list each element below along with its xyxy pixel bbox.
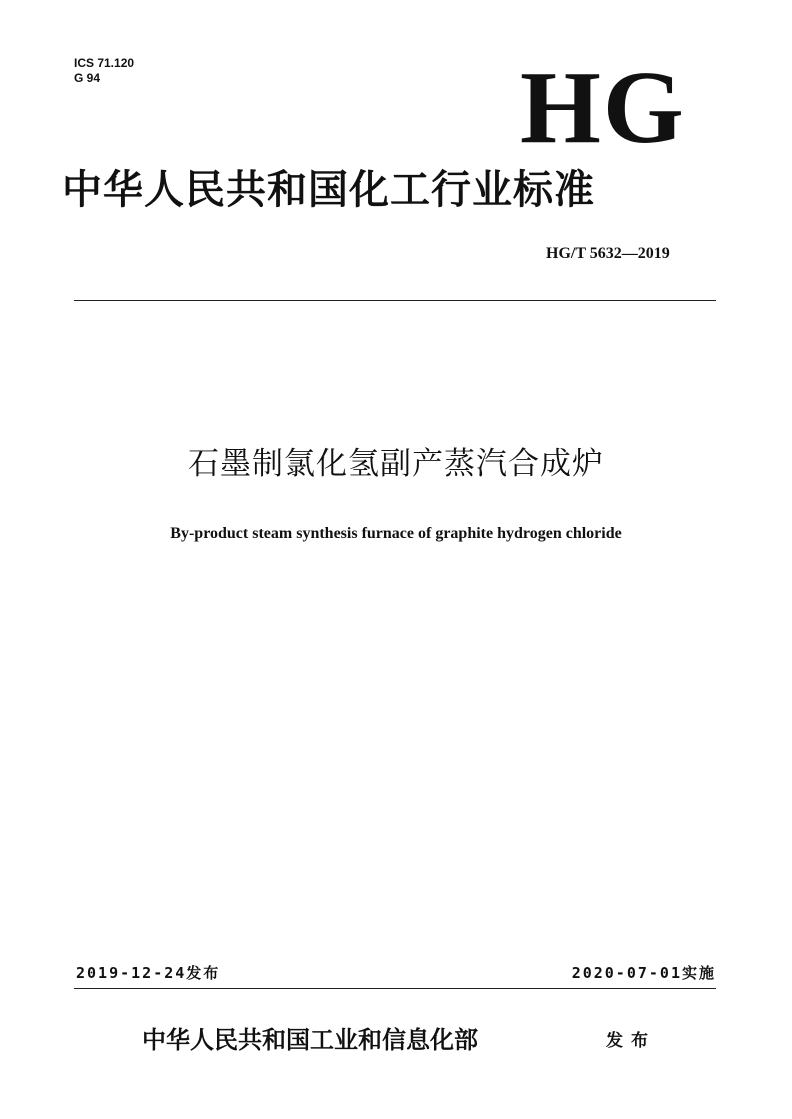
document-title-zh: 石墨制氯化氢副产蒸汽合成炉 [188,446,604,482]
document-title-en: By-product steam synthesis furnace of graphite hydrogen chloride [170,525,622,542]
issue-date: 2019-12-24发布 [76,964,221,982]
implementation-date: 2020-07-01实施 [571,964,716,982]
issuing-authority: 中华人民共和国工业和信息化部 [142,1026,478,1054]
hg-logo: HG [520,50,686,165]
bottom-divider [74,988,716,989]
ics-code [74,56,134,86]
standard-number: HG/T 5632—2019 [546,245,670,262]
classification-line: G 94 [74,71,101,85]
issue-label: 发布 [606,1031,656,1051]
ics-line: ICS 71.120 [74,56,135,70]
top-divider [74,300,716,301]
standard-category: 中华人民共和国化工行业标准 [62,167,595,213]
